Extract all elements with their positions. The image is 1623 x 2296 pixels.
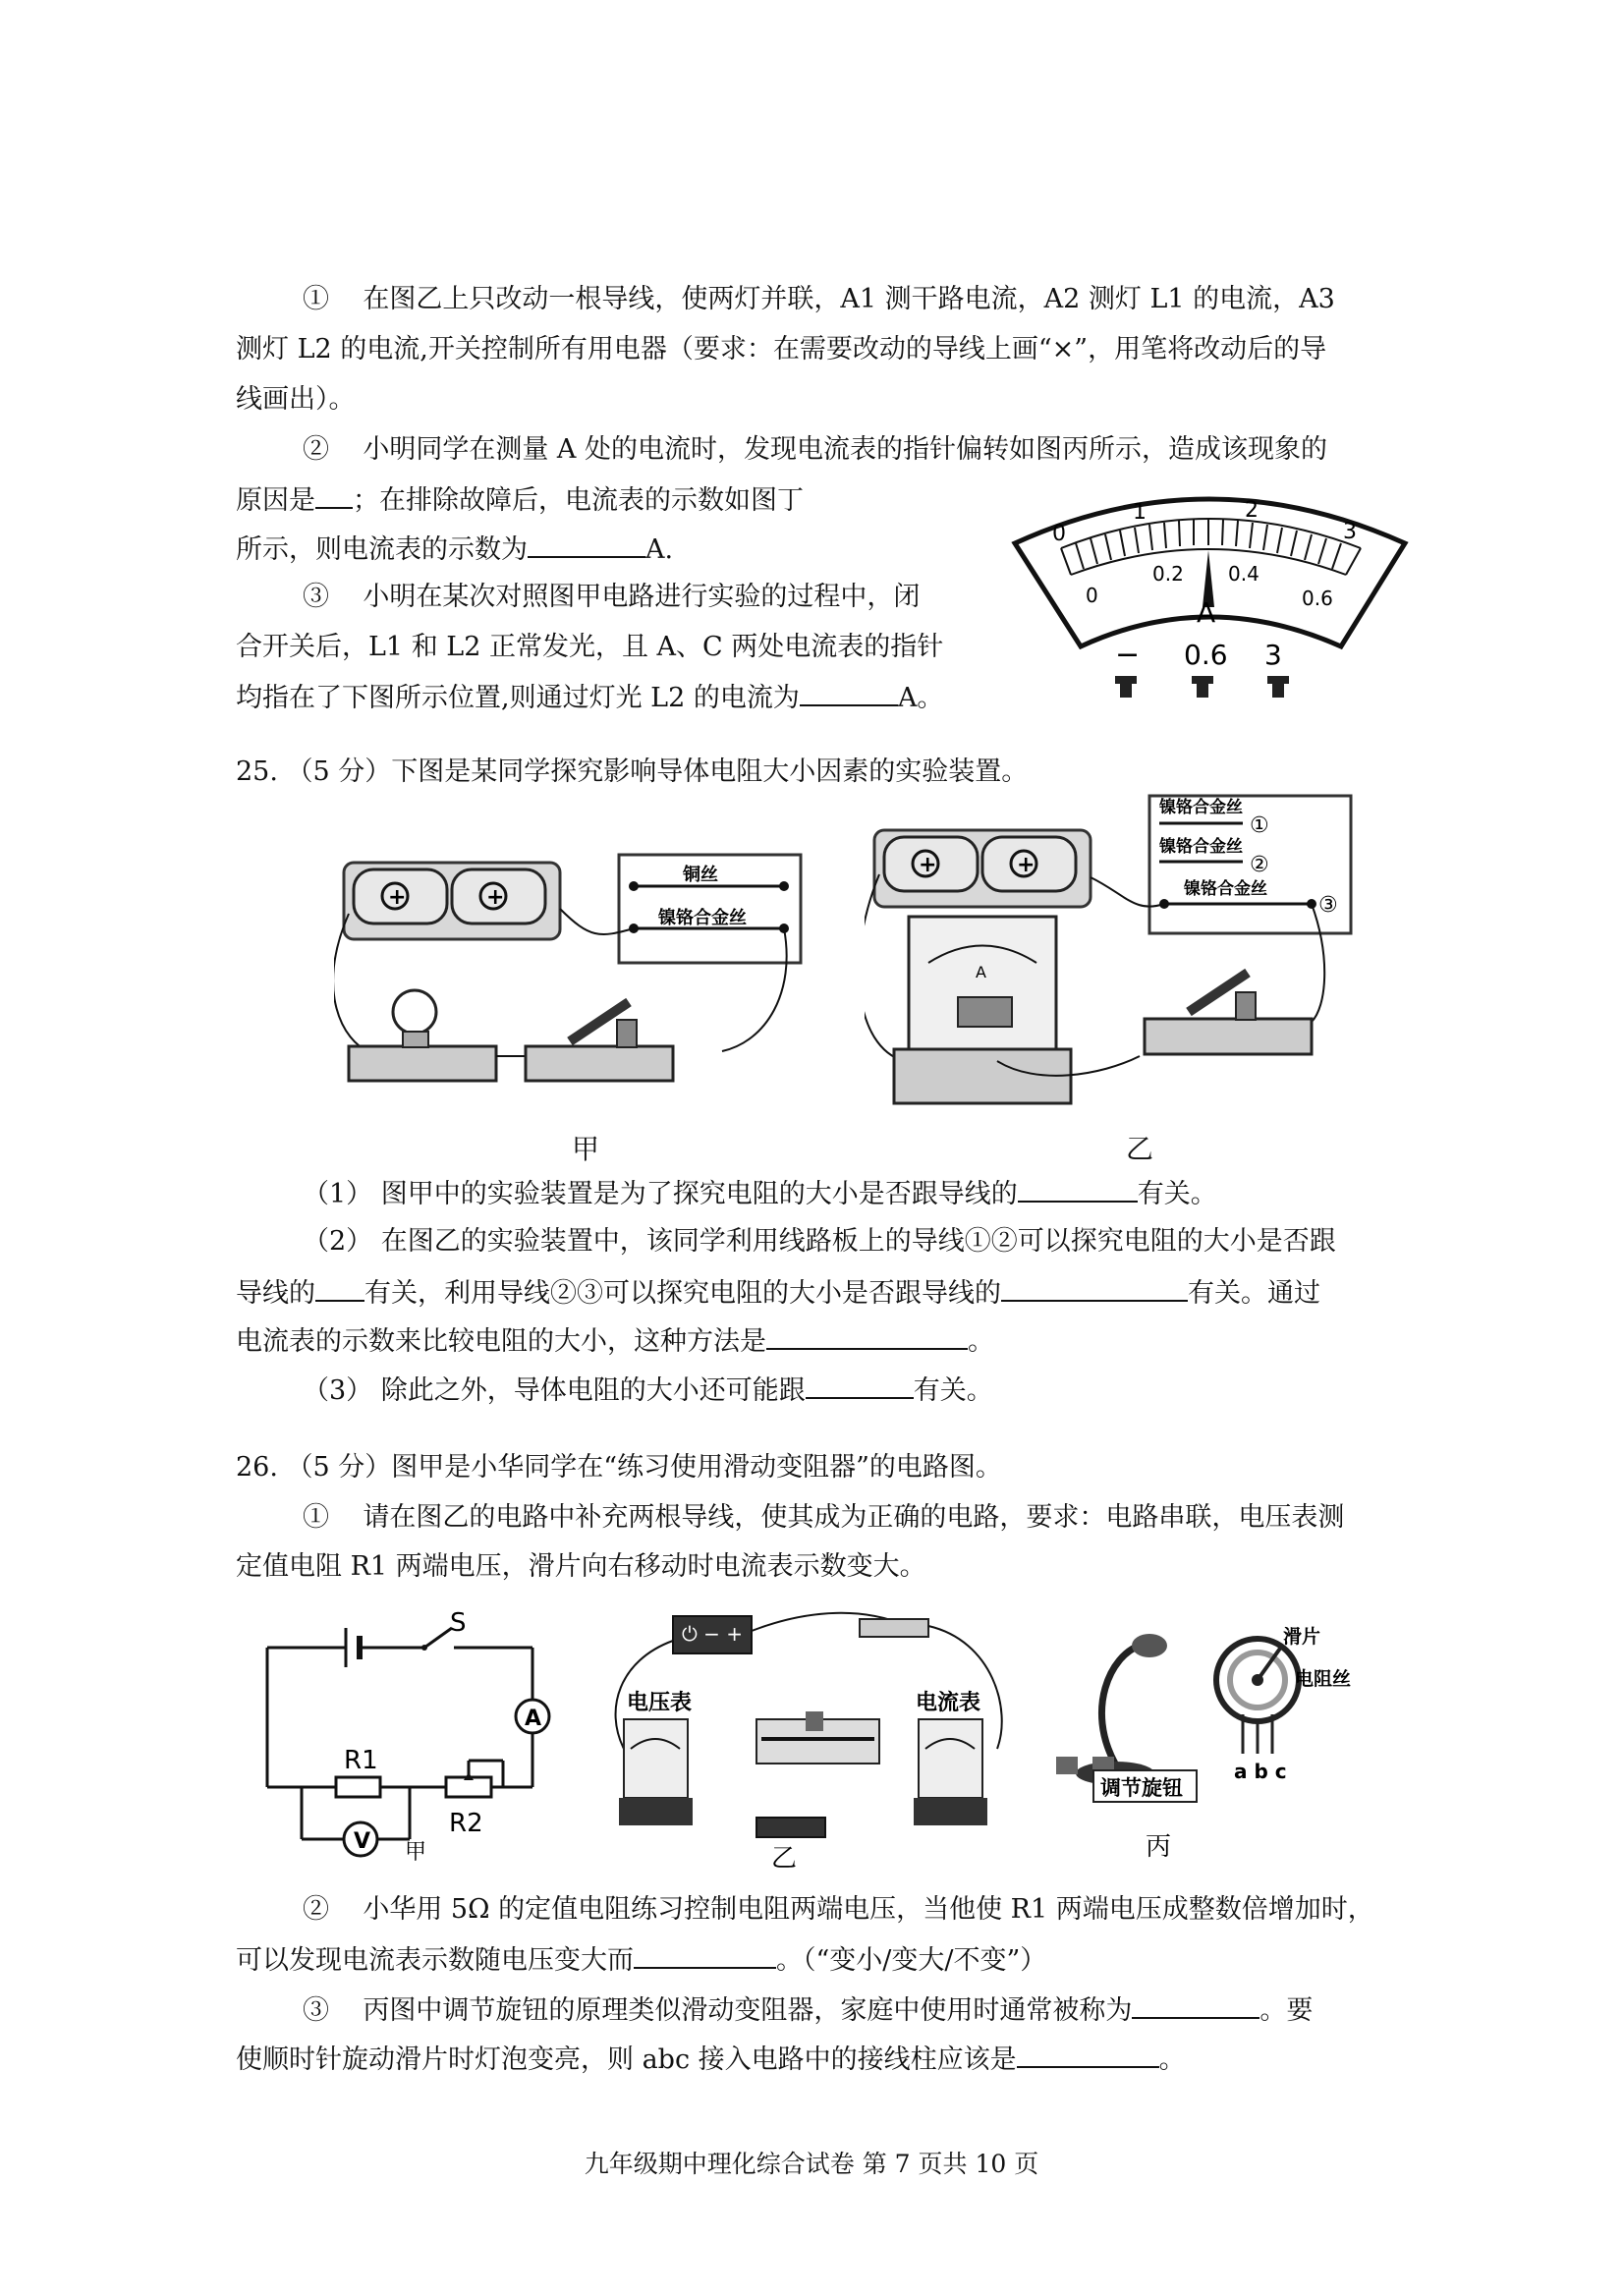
bulb-base (349, 1046, 496, 1081)
nichrome-wire-label-3: 镍铬合金丝 (1184, 879, 1267, 899)
r2-label: R2 (449, 1809, 483, 1838)
q24-item2-text-c: 所示，则电流表的示数为 (236, 534, 528, 565)
q25-s3 (303, 1372, 993, 1409)
switch-base (526, 1046, 673, 1081)
q24-item2-text-b: ；在排除故障后，电流表的示数如图丁 (353, 485, 804, 516)
answer-blank[interactable] (1001, 1274, 1188, 1302)
q25-s2-text-e: 。 (968, 1326, 994, 1357)
q25-fig-yi (865, 791, 1356, 1130)
q26-item2-line2 (236, 1941, 1046, 1979)
q25-s2-line1: （2） 在图乙的实验装置中，该同学利用线路板上的导线①②可以探究电阻的大小是否跟 (303, 1226, 1336, 1257)
q25-fig-jia-caption: 甲 (572, 1133, 600, 1165)
answer-blank[interactable] (528, 531, 645, 558)
q26-item2-text: 小华用 5Ω 的定值电阻练习控制电阻两端电压，当他使 R1 两端电压成整数倍增加时， (363, 1894, 1374, 1925)
q24-item1-text: 在图乙上只改动一根导线，使两灯并联，A1 测干路电流，A2 测灯 L1 的电流，A3 (363, 284, 1335, 314)
q25-s2-text-b: 有关，利用导线②③可以探究电阻的大小是否跟导线的 (364, 1278, 1001, 1309)
q26-item1-line1 (303, 1500, 1344, 1536)
ammeter-ticks (1061, 519, 1361, 575)
lamp-head-icon (1132, 1634, 1167, 1657)
ammeter-stand (894, 1049, 1071, 1103)
answer-blank[interactable] (634, 1941, 776, 1969)
q26-header: 26. （5 分）图甲是小华同学在“练习使用滑动变阻器”的电路图。 (236, 1452, 1002, 1483)
switch-icon (860, 1619, 928, 1637)
q24-item3-num: ③ (303, 582, 329, 612)
answer-blank[interactable] (315, 481, 353, 509)
ammeter-unit: A (1197, 596, 1216, 629)
q25-s3-text-b: 有关。 (913, 1375, 993, 1406)
q26-fig-jia-circuit (257, 1603, 572, 1864)
q25-fig-jia (334, 845, 815, 1105)
q26-fig-bing-caption: 丙 (1146, 1832, 1172, 1862)
top-tick-3: 3 (1343, 520, 1357, 544)
voltmeter-device (624, 1719, 688, 1798)
lamp-arm (1101, 1646, 1140, 1764)
wire-mark-1: ① (1250, 813, 1269, 838)
q26-item2-line1 (303, 1892, 1374, 1928)
q26-item2-num: ② (303, 1894, 329, 1925)
q26-fig-yi (599, 1601, 1051, 1872)
answer-blank[interactable] (800, 679, 898, 706)
answer-blank[interactable] (1018, 1175, 1138, 1203)
q26-item3-text-a: 丙图中调节旋钮的原理类似滑动变阻器，家庭中使用时通常被称为 (363, 1995, 1133, 2026)
q25-fig-yi-caption: 乙 (1126, 1133, 1154, 1165)
fixed-resistor (756, 1818, 825, 1837)
q26-item3-text-d: 。 (1158, 2044, 1186, 2075)
q24-item2-num: ② (303, 434, 329, 465)
q24-item2-line3 (236, 531, 673, 568)
wire-mark-2: ② (1250, 853, 1269, 877)
switch-base (1145, 1019, 1312, 1054)
answer-blank[interactable] (315, 1274, 364, 1302)
q24-item1-num: ① (303, 284, 329, 314)
q26-item1-num: ① (303, 1502, 329, 1533)
bottom-tick-3: 0.6 (1302, 587, 1333, 610)
ammeter-label: 电流表 (916, 1691, 981, 1715)
svg-text:+: + (486, 885, 505, 910)
ammeter-scale-arc-outer (1061, 519, 1361, 548)
r1-label: R1 (344, 1746, 378, 1775)
terminal-neg-label: − (1115, 638, 1141, 672)
q26-item3-line1 (303, 1991, 1313, 2029)
q26-fig-bing (1051, 1601, 1375, 1876)
terminal-posts (1115, 676, 1289, 698)
q26-item3-line2 (236, 2041, 1186, 2078)
q24-item3-line3 (236, 679, 943, 716)
q26-fig-jia-caption: 甲 (405, 1840, 427, 1864)
copper-wire-label: 铜丝 (683, 865, 718, 885)
resistor-r1 (336, 1777, 380, 1797)
q25-s2-text-c: 有关。通过 (1188, 1278, 1320, 1309)
switch-icon (424, 1628, 452, 1648)
q26-item1-text: 请在图乙的电路中补充两根导线，使其成为正确的电路，要求：电路串联，电压表测 (363, 1502, 1345, 1533)
bottom-tick-0: 0 (1086, 584, 1098, 607)
nichrome-wire-label-2: 镍铬合金丝 (1159, 837, 1243, 857)
ammeter-device (919, 1719, 982, 1798)
q25-s2-text-a: 导线的 (236, 1278, 315, 1309)
answer-blank[interactable] (1017, 2041, 1159, 2068)
answer-blank[interactable] (806, 1372, 914, 1399)
q25-s1 (303, 1175, 1217, 1212)
q24-item2-line1 (303, 432, 1327, 468)
q24-item3-text-a: 均指在了下图所示位置,则通过灯光 L2 的电流为 (236, 683, 800, 713)
knob-label: 调节旋钮 (1100, 1776, 1183, 1800)
q24-item3-text: 小明在某次对照图甲电路进行实验的过程中，闭 (363, 582, 921, 612)
q26-fig-yi-caption: 乙 (771, 1844, 798, 1872)
q24-item3-line1 (303, 580, 920, 615)
top-tick-1: 1 (1133, 500, 1147, 525)
q24-item1-line2: 测灯 L2 的电流,开关控制所有用电器（要求：在需要改动的导线上画“×”，用笔将改动后的导 (236, 334, 1327, 364)
svg-text:+: + (1017, 853, 1035, 877)
q26-item3-text-b: 。要 (1259, 1995, 1314, 2026)
slider-label: 滑片 (1283, 1626, 1321, 1648)
q24-item1-line1 (303, 282, 1335, 317)
wire-mark-3: ③ (1318, 893, 1338, 918)
q25-s2-text-d: 电流表的示数来比较电阻的大小，这种方法是 (236, 1326, 766, 1357)
q24-item3-text-b: A。 (897, 683, 944, 713)
top-tick-2: 2 (1245, 498, 1259, 523)
q24-item3-line2: 合开关后，L1 和 L2 正常发光，且 A、C 两处电流表的指针 (236, 632, 944, 662)
q25-header: 25. （5 分）下图是某同学探究影响导体电阻大小因素的实验装置。 (236, 756, 1029, 787)
svg-text:+: + (919, 853, 937, 877)
voltmeter-symbol-label: V (354, 1829, 371, 1854)
q26-item3-num: ③ (303, 1995, 329, 2026)
q26-item3-text-c: 使顺时针旋动滑片时灯泡变亮，则 abc 接入电路中的接线柱应该是 (236, 2044, 1017, 2075)
ammeter-figure (1007, 470, 1420, 710)
voltmeter-label: 电压表 (627, 1691, 693, 1715)
q24-item2-text: 小明同学在测量 A 处的电流时，发现电流表的指针偏转如图丙所示，造成该现象的 (363, 434, 1328, 465)
switch-label: S (450, 1608, 467, 1638)
q24-item2-line2 (236, 481, 804, 519)
q24-item2-text-d: A. (645, 534, 674, 565)
abc-terminal-labels: a b c (1234, 1760, 1287, 1783)
svg-text:⏻ − +: ⏻ − + (682, 1622, 744, 1646)
nichrome-wire-label-1: 镍铬合金丝 (1159, 798, 1243, 817)
q25-s1-text-b: 有关。 (1137, 1179, 1217, 1209)
q25-s3-text-a: （3） 除此之外，导体电阻的大小还可能跟 (303, 1375, 806, 1406)
q24-item2-text-a: 原因是 (236, 485, 315, 516)
answer-blank[interactable] (1132, 1991, 1259, 2019)
q26-item1-line2: 定值电阻 R1 两端电压，滑片向右移动时电流表示数变大。 (236, 1551, 926, 1582)
q26-item2-text-b: 。（“变小/变大/不变”） (776, 1945, 1047, 1976)
top-tick-0: 0 (1052, 522, 1066, 546)
ammeter-symbol-label: A (525, 1707, 542, 1731)
ammeter-body (909, 917, 1056, 1049)
page-footer: 九年级期中理化综合试卷 第 7 页共 10 页 (584, 2150, 1039, 2178)
bottom-tick-2: 0.4 (1228, 562, 1259, 586)
answer-blank[interactable] (766, 1322, 968, 1350)
q25-s2-line3 (236, 1322, 994, 1360)
q25-s1-text-a: （1） 图甲中的实验装置是为了探究电阻的大小是否跟导线的 (303, 1179, 1018, 1209)
resistance-wire-label: 电阻丝 (1295, 1668, 1352, 1690)
bulb-icon (393, 990, 436, 1034)
q26-item2-text-a: 可以发现电流表示数随电压变大而 (236, 1945, 634, 1976)
terminal-3-label: 3 (1264, 639, 1282, 671)
bottom-tick-1: 0.2 (1152, 562, 1184, 586)
svg-text:+: + (388, 885, 407, 910)
q25-s2-line2 (236, 1274, 1320, 1312)
circuit-wires (267, 1648, 532, 1839)
terminal-06-label: 0.6 (1184, 639, 1228, 671)
q24-item1-line3: 线画出）。 (236, 384, 356, 415)
nichrome-wire-label: 镍铬合金丝 (658, 908, 747, 928)
ammeter-unit-label: A (976, 963, 986, 981)
